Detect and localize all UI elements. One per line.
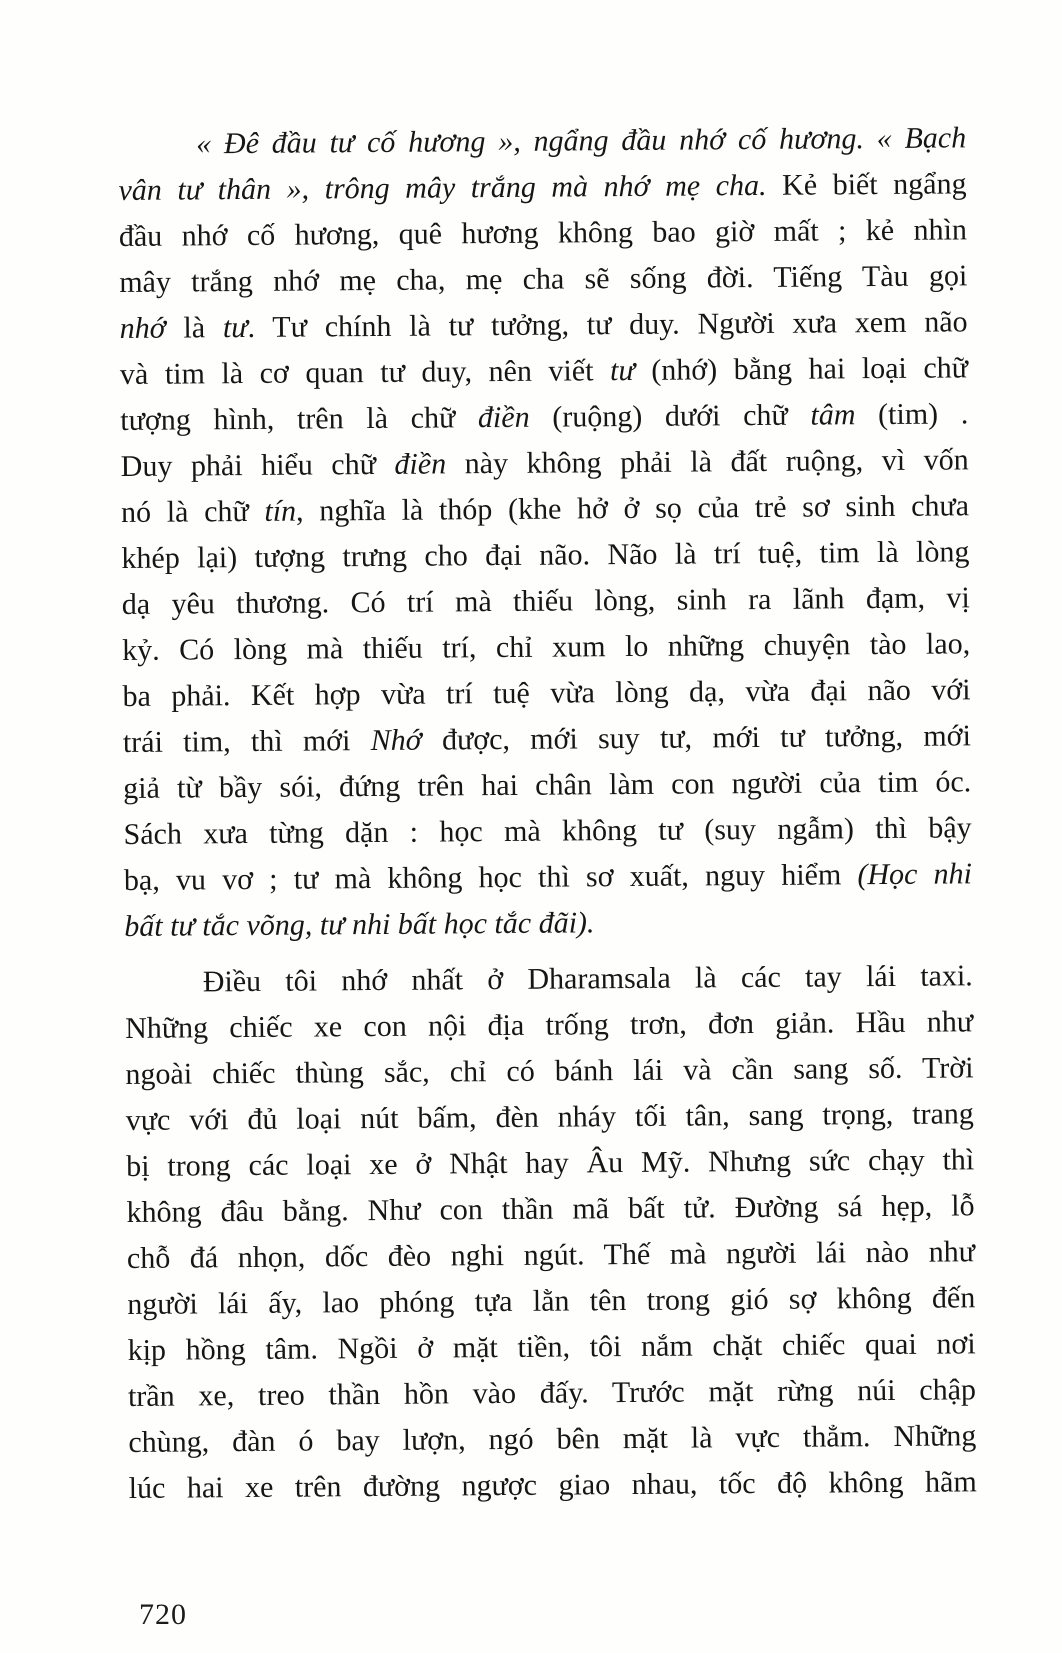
text-segment: Sách xưa từng dặn : học mà không tư (suy ngẫm) thì bậy — [123, 811, 972, 851]
text-segment: đầu nhớ cố hương, quê hương không bao giờ mất ; kẻ nhìn — [118, 213, 968, 253]
text-segment: bị trong các loại xe ở Nhật hay Âu Mỹ. Nhưng sức chạy thì — [126, 1143, 975, 1183]
text-segment: nó là chữ — [120, 494, 265, 529]
text-line — [125, 1045, 973, 1098]
italic-text-segment: tư — [609, 353, 635, 388]
text-block — [118, 115, 977, 1512]
text-line — [118, 161, 966, 214]
text-segment: kịp hồng tâm. Ngồi ở mặt tiền, tôi nắm chặt chiếc quai nơi — [127, 1327, 976, 1367]
italic-text-segment: tâm — [810, 398, 856, 432]
text-segment: lúc hai xe trên đường ngược giao nhau, tốc độ không hãm — [128, 1465, 977, 1505]
text-line — [123, 805, 971, 858]
text-line — [119, 299, 967, 352]
italic-text-segment: tín — [264, 494, 297, 528]
text-line — [124, 897, 972, 950]
text-line — [123, 713, 971, 766]
text-line — [127, 1275, 975, 1328]
text-line — [127, 1321, 975, 1374]
text-line — [119, 253, 967, 306]
text-line — [122, 667, 970, 720]
italic-text-segment: điền — [477, 400, 530, 435]
text-segment: mây trắng nhớ mẹ cha, mẹ cha sẽ sống đời. Tiếng Tàu gọi — [119, 259, 968, 299]
text-segment: (ruộng) dưới chữ — [529, 398, 811, 434]
page-number: 720 — [139, 1598, 187, 1631]
italic-text-segment: vân tư thân », trông mây trắng mà nhớ mẹ cha. — [118, 168, 767, 207]
text-line — [128, 1367, 976, 1420]
text-segment: người lái ấy, lao phóng tựa lằn tên trong gió sợ không đến — [127, 1281, 976, 1321]
text-segment: Điều tôi nhớ nhất ở Dharamsala là các tay lái taxi. — [202, 959, 973, 999]
text-line — [121, 529, 969, 582]
text-line — [122, 621, 970, 674]
text-segment: và tim là cơ quan tư duy, nên viết — [119, 354, 611, 391]
text-line — [124, 851, 972, 904]
text-line — [127, 1229, 975, 1282]
text-segment: ba phải. Kết hợp vừa trí tuệ vừa lòng dạ, vừa đại não với — [122, 673, 971, 713]
text-segment: trần xe, treo thần hồn vào đấy. Trước mặt rừng núi chập — [127, 1373, 977, 1413]
text-segment: vực với đủ loại nút bấm, đèn nháy tối tân, sang trọng, trang — [125, 1097, 974, 1137]
text-line — [128, 1413, 976, 1466]
text-line — [123, 759, 971, 812]
paragraph-2 — [125, 953, 977, 1512]
italic-text-segment: « Đê đầu tư cố hương », ngẩng đầu nhớ cố hương. « Bạch — [196, 121, 967, 161]
text-line — [125, 953, 973, 1006]
italic-text-segment: Nhớ — [370, 723, 422, 758]
text-segment: , nghĩa là thóp (khe hở ở sọ của trẻ sơ sinh chưa — [295, 489, 970, 528]
paragraph-1 — [118, 115, 972, 950]
text-line — [122, 575, 970, 628]
text-line — [120, 391, 968, 444]
italic-text-segment: bất tư tắc võng, tư nhi bất học tắc đãi). — [124, 906, 595, 943]
text-segment: tượng hình, trên là chữ — [120, 401, 479, 437]
italic-text-segment: tư — [222, 310, 248, 345]
text-segment: chùng, đàn ó bay lượn, ngó bên mặt là vực thẳm. Những — [128, 1419, 977, 1459]
italic-text-segment: nhớ — [119, 311, 166, 345]
text-segment: . Tư chính là tư tưởng, tư duy. Người xưa xem não — [247, 305, 968, 344]
text-segment: được, mới suy tư, mới tư tưởng, mới — [421, 719, 971, 757]
text-segment: khép lại) tượng trưng cho đại não. Não là trí tuệ, tim là lòng — [121, 535, 970, 575]
text-segment: (nhớ) bằng hai loại chữ — [634, 351, 969, 387]
text-line — [125, 999, 973, 1052]
text-line — [119, 207, 967, 260]
text-segment: này không phải là đất ruộng, vì vốn — [446, 443, 969, 481]
text-segment: dạ yêu thương. Có trí mà thiếu lòng, sinh ra lãnh đạm, vị — [121, 581, 970, 621]
text-segment: là — [165, 311, 224, 345]
text-line — [118, 115, 966, 168]
text-segment: bạ, vu vơ ; tư mà không học thì sơ xuất, nguy hiểm — [123, 858, 858, 897]
text-segment: Kẻ biết ngẩng — [766, 167, 967, 202]
text-line — [129, 1459, 977, 1512]
text-line — [121, 483, 969, 536]
italic-text-segment: (Học nhi — [857, 857, 973, 892]
text-segment: giả từ bầy sói, đứng trên hai chân làm con người của tim óc. — [123, 765, 972, 805]
text-segment: kỷ. Có lòng mà thiếu trí, chỉ xum lo những chuyện tào lao, — [122, 627, 971, 667]
text-line — [126, 1137, 974, 1190]
text-segment: trái tim, thì mới — [122, 724, 371, 759]
italic-text-segment: điền — [394, 447, 447, 481]
text-segment: ngoài chiếc thùng sắc, chỉ có bánh lái và cần sang số. Trời — [125, 1051, 974, 1091]
text-segment: (tim) . — [855, 397, 969, 432]
text-line — [120, 345, 968, 398]
text-segment: Duy phải hiểu chữ — [120, 447, 395, 483]
text-line — [121, 437, 969, 490]
text-segment: không đâu bằng. Như con thần mã bất tử. Đường sá hẹp, lỗ — [126, 1189, 975, 1229]
text-segment: chỗ đá nhọn, dốc đèo nghi ngút. Thế mà người lái nào như — [126, 1235, 976, 1275]
text-line — [126, 1091, 974, 1144]
text-line — [126, 1183, 974, 1236]
text-segment: Những chiếc xe con nội địa trống trơn, đơn giản. Hầu như — [124, 1005, 974, 1045]
